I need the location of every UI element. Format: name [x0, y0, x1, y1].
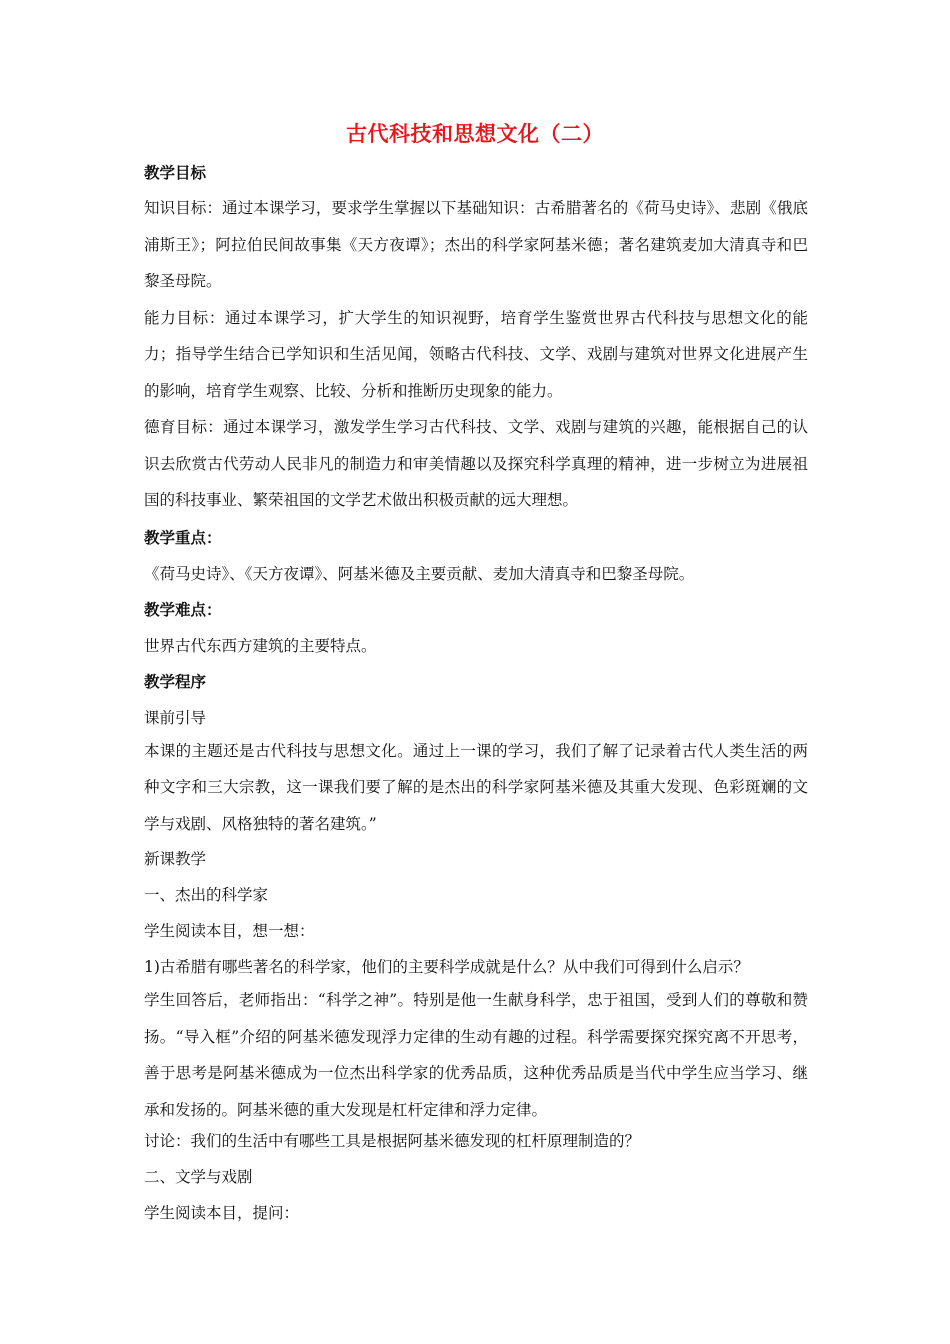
document-title: 古代科技和思想文化（二） — [346, 121, 604, 146]
pre-class-heading: 课前引导 — [144, 708, 207, 727]
ability-goal-paragraph: 能力目标：通过本课学习，扩大学生的知识视野，培育学生鉴赏世界古代科技与思想文化的能力；指导学生结合已学知识和生活见闻，领略古代科技、文学、戏剧与建筑对世界文化进展产生的影响，培育学生观察、比较、分析和推断历史现象的能力。 — [144, 308, 808, 400]
key-points-text: 《荷马史诗》、《天方夜谭》、阿基米德及主要贡献、麦加大清真寺和巴黎圣母院。 — [144, 564, 695, 583]
section1-heading: 一、杰出的科学家 — [144, 886, 269, 904]
knowledge-goal-paragraph: 知识目标：通过本课学习，要求学生掌握以下基础知识：古希腊著名的《荷马史诗》、悲剧《俄底浦斯王》；阿拉伯民间故事集《天方夜谭》；杰出的科学家阿基米德；著名建筑麦加大清真寺和巴黎圣母院。 — [144, 199, 808, 290]
objectives-heading: 教学目标 — [144, 163, 207, 182]
question-1: 1)古希腊有哪些著名的科学家，他们的主要科学成就是什么？从中我们可得到什么启示？ — [144, 958, 749, 976]
section1-prompt: 学生阅读本目，想一想： — [144, 922, 315, 940]
discussion-text: 讨论：我们的生活中有哪些工具是根据阿基米德发现的杠杆原理制造的？ — [144, 1132, 641, 1150]
section2-heading: 二、文学与戏剧 — [144, 1168, 253, 1186]
pre-class-paragraph: 本课的主题还是古代科技与思想文化。通过上一课的学习，我们了解了记录着古代人类生活的两种文字和三大宗教，这一课我们要了解的是杰出的科学家阿基米德及其重大发现、色彩斑斓的文学与戏剧、风格独特的著名建筑。” — [144, 741, 808, 833]
procedure-heading: 教学程序 — [144, 671, 207, 691]
document-body — [144, 160, 808, 1226]
key-points-heading: 教学重点： — [144, 527, 222, 547]
difficulty-text: 世界古代东西方建筑的主要特点。 — [144, 636, 377, 655]
moral-goal-paragraph: 德育目标：通过本课学习，激发学生学习古代科技、文学、戏剧与建筑的兴趣，能根据自己的认识去欣赏古代劳动人民非凡的制造力和审美情趣以及探究科学真理的精神，进一步树立为进展祖国的科技事业、繁荣祖国的文学艺术做出积极贡献的远大理想。 — [144, 418, 808, 509]
section2-prompt: 学生阅读本目，提问： — [144, 1204, 300, 1222]
new-lesson-heading: 新课教学 — [144, 850, 207, 868]
teacher-note-paragraph: 学生回答后，老师指出：“科学之神”。特别是他一生献身科学，忠于祖国，受到人们的尊敬和赞扬。“导入框”介绍的阿基米德发现浮力定律的生动有趣的过程。科学需要探究探究离不开思考，善于思考是阿基米德成为一位杰出科学家的优秀品质，这种优秀品质是当代中学生应当学习、继承和发扬的。阿基米德的重大发现是杠杆定律和浮力定律。 — [144, 991, 808, 1119]
difficulty-heading: 教学难点： — [144, 599, 222, 619]
